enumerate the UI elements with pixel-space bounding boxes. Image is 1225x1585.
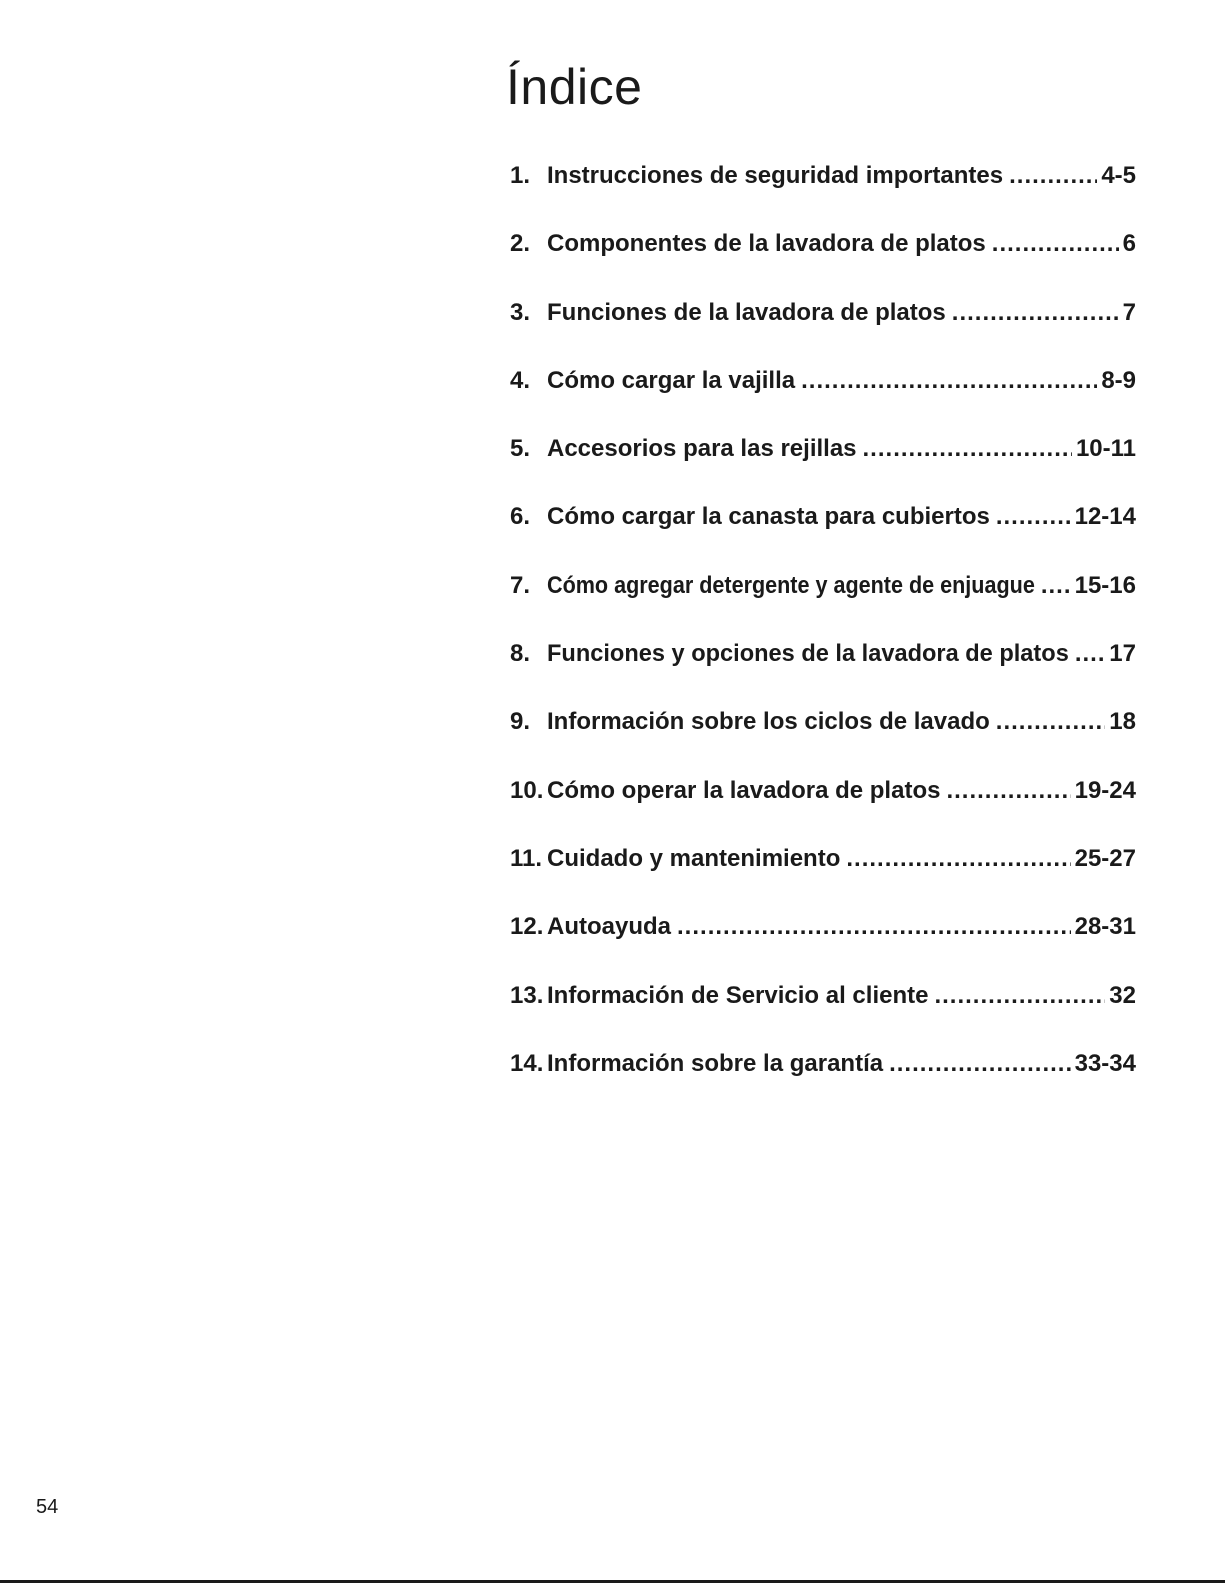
toc-entry-12[interactable]	[510, 913, 1136, 981]
dot-leader	[846, 845, 1070, 873]
toc-entry-6[interactable]	[510, 503, 1136, 571]
toc-entry-11[interactable]	[510, 845, 1136, 913]
toc-entry-1[interactable]	[510, 162, 1136, 230]
toc-entry-5[interactable]	[510, 435, 1136, 503]
toc-entry-number: 8.	[510, 640, 531, 668]
dot-leader	[952, 299, 1119, 327]
toc-entry-title: Cuidado y mantenimiento	[547, 844, 841, 872]
toc-entry-title: Autoayuda	[547, 913, 672, 941]
dot-leader	[1041, 572, 1071, 600]
toc-entry-title: Cómo agregar detergente y agente de enjuague	[547, 571, 1035, 599]
dot-leader	[946, 777, 1070, 805]
toc-entry-2[interactable]	[510, 230, 1136, 298]
toc-entry-14[interactable]	[510, 1050, 1136, 1118]
dot-leader	[1009, 162, 1097, 190]
dot-leader	[996, 503, 1071, 531]
toc-entry-pages: 6	[1122, 230, 1136, 258]
table-of-contents	[510, 162, 1136, 1118]
toc-entry-title: Accesorios para las rejillas	[547, 435, 857, 463]
toc-entry-number: 7.	[510, 571, 531, 599]
dot-leader	[934, 982, 1105, 1010]
toc-entry-title: Cómo cargar la canasta para cubiertos	[547, 503, 990, 531]
page-title: Índice	[506, 59, 643, 115]
page-number: 54	[36, 1496, 59, 1518]
toc-entry-pages: 17	[1109, 640, 1136, 668]
toc-entry-number: 12.	[510, 913, 544, 941]
toc-entry-number: 5.	[510, 435, 531, 463]
dot-leader	[889, 1050, 1071, 1078]
toc-entry-title: Componentes de la lavadora de platos	[547, 230, 986, 258]
dot-leader	[677, 913, 1071, 941]
toc-entry-pages: 7	[1122, 298, 1136, 326]
toc-entry-number: 3.	[510, 298, 531, 326]
dot-leader	[1075, 640, 1105, 668]
toc-entry-number: 14.	[510, 1049, 544, 1077]
toc-entry-number: 2.	[510, 230, 531, 258]
toc-entry-3[interactable]	[510, 299, 1136, 367]
toc-entry-pages: 12-14	[1074, 503, 1136, 531]
toc-entry-pages: 25-27	[1074, 844, 1136, 872]
toc-entry-13[interactable]	[510, 982, 1136, 1050]
toc-entry-number: 11.	[510, 844, 543, 872]
toc-entry-title: Funciones y opciones de la lavadora de platos	[547, 640, 1069, 668]
toc-entry-number: 6.	[510, 503, 531, 531]
toc-entry-title: Cómo operar la lavadora de platos	[547, 776, 941, 804]
toc-entry-title: Cómo cargar la vajilla	[547, 366, 796, 394]
toc-entry-9[interactable]	[510, 708, 1136, 776]
toc-entry-pages: 18	[1109, 708, 1136, 736]
toc-entry-title: Instrucciones de seguridad importantes	[547, 162, 1004, 189]
dot-leader	[801, 367, 1097, 395]
toc-entry-title: Información de Servicio al cliente	[547, 981, 929, 1009]
toc-entry-number: 9.	[510, 708, 531, 736]
bottom-rule	[0, 1580, 1225, 1583]
toc-entry-number: 13.	[510, 981, 544, 1009]
toc-entry-7[interactable]	[510, 572, 1136, 640]
toc-entry-number: 1.	[510, 162, 531, 189]
toc-entry-number: 4.	[510, 366, 531, 394]
toc-entry-pages: 19-24	[1074, 776, 1136, 804]
toc-entry-pages: 32	[1109, 981, 1136, 1009]
toc-entry-pages: 28-31	[1074, 913, 1136, 941]
toc-entry-pages: 33-34	[1074, 1049, 1136, 1077]
toc-entry-pages: 15-16	[1074, 571, 1136, 599]
toc-entry-10[interactable]	[510, 777, 1136, 845]
toc-entry-title: Información sobre los ciclos de lavado	[547, 708, 990, 736]
toc-entry-pages: 10-11	[1075, 435, 1136, 463]
dot-leader	[863, 435, 1072, 463]
toc-entry-title: Funciones de la lavadora de platos	[547, 298, 946, 326]
toc-entry-pages: 8-9	[1101, 366, 1136, 394]
toc-entry-4[interactable]	[510, 367, 1136, 435]
toc-entry-title: Información sobre la garantía	[547, 1049, 884, 1077]
dot-leader	[996, 708, 1106, 736]
toc-entry-number: 10.	[510, 776, 544, 804]
dot-leader	[992, 230, 1119, 258]
toc-entry-8[interactable]	[510, 640, 1136, 708]
toc-entry-pages: 4-5	[1101, 162, 1136, 189]
